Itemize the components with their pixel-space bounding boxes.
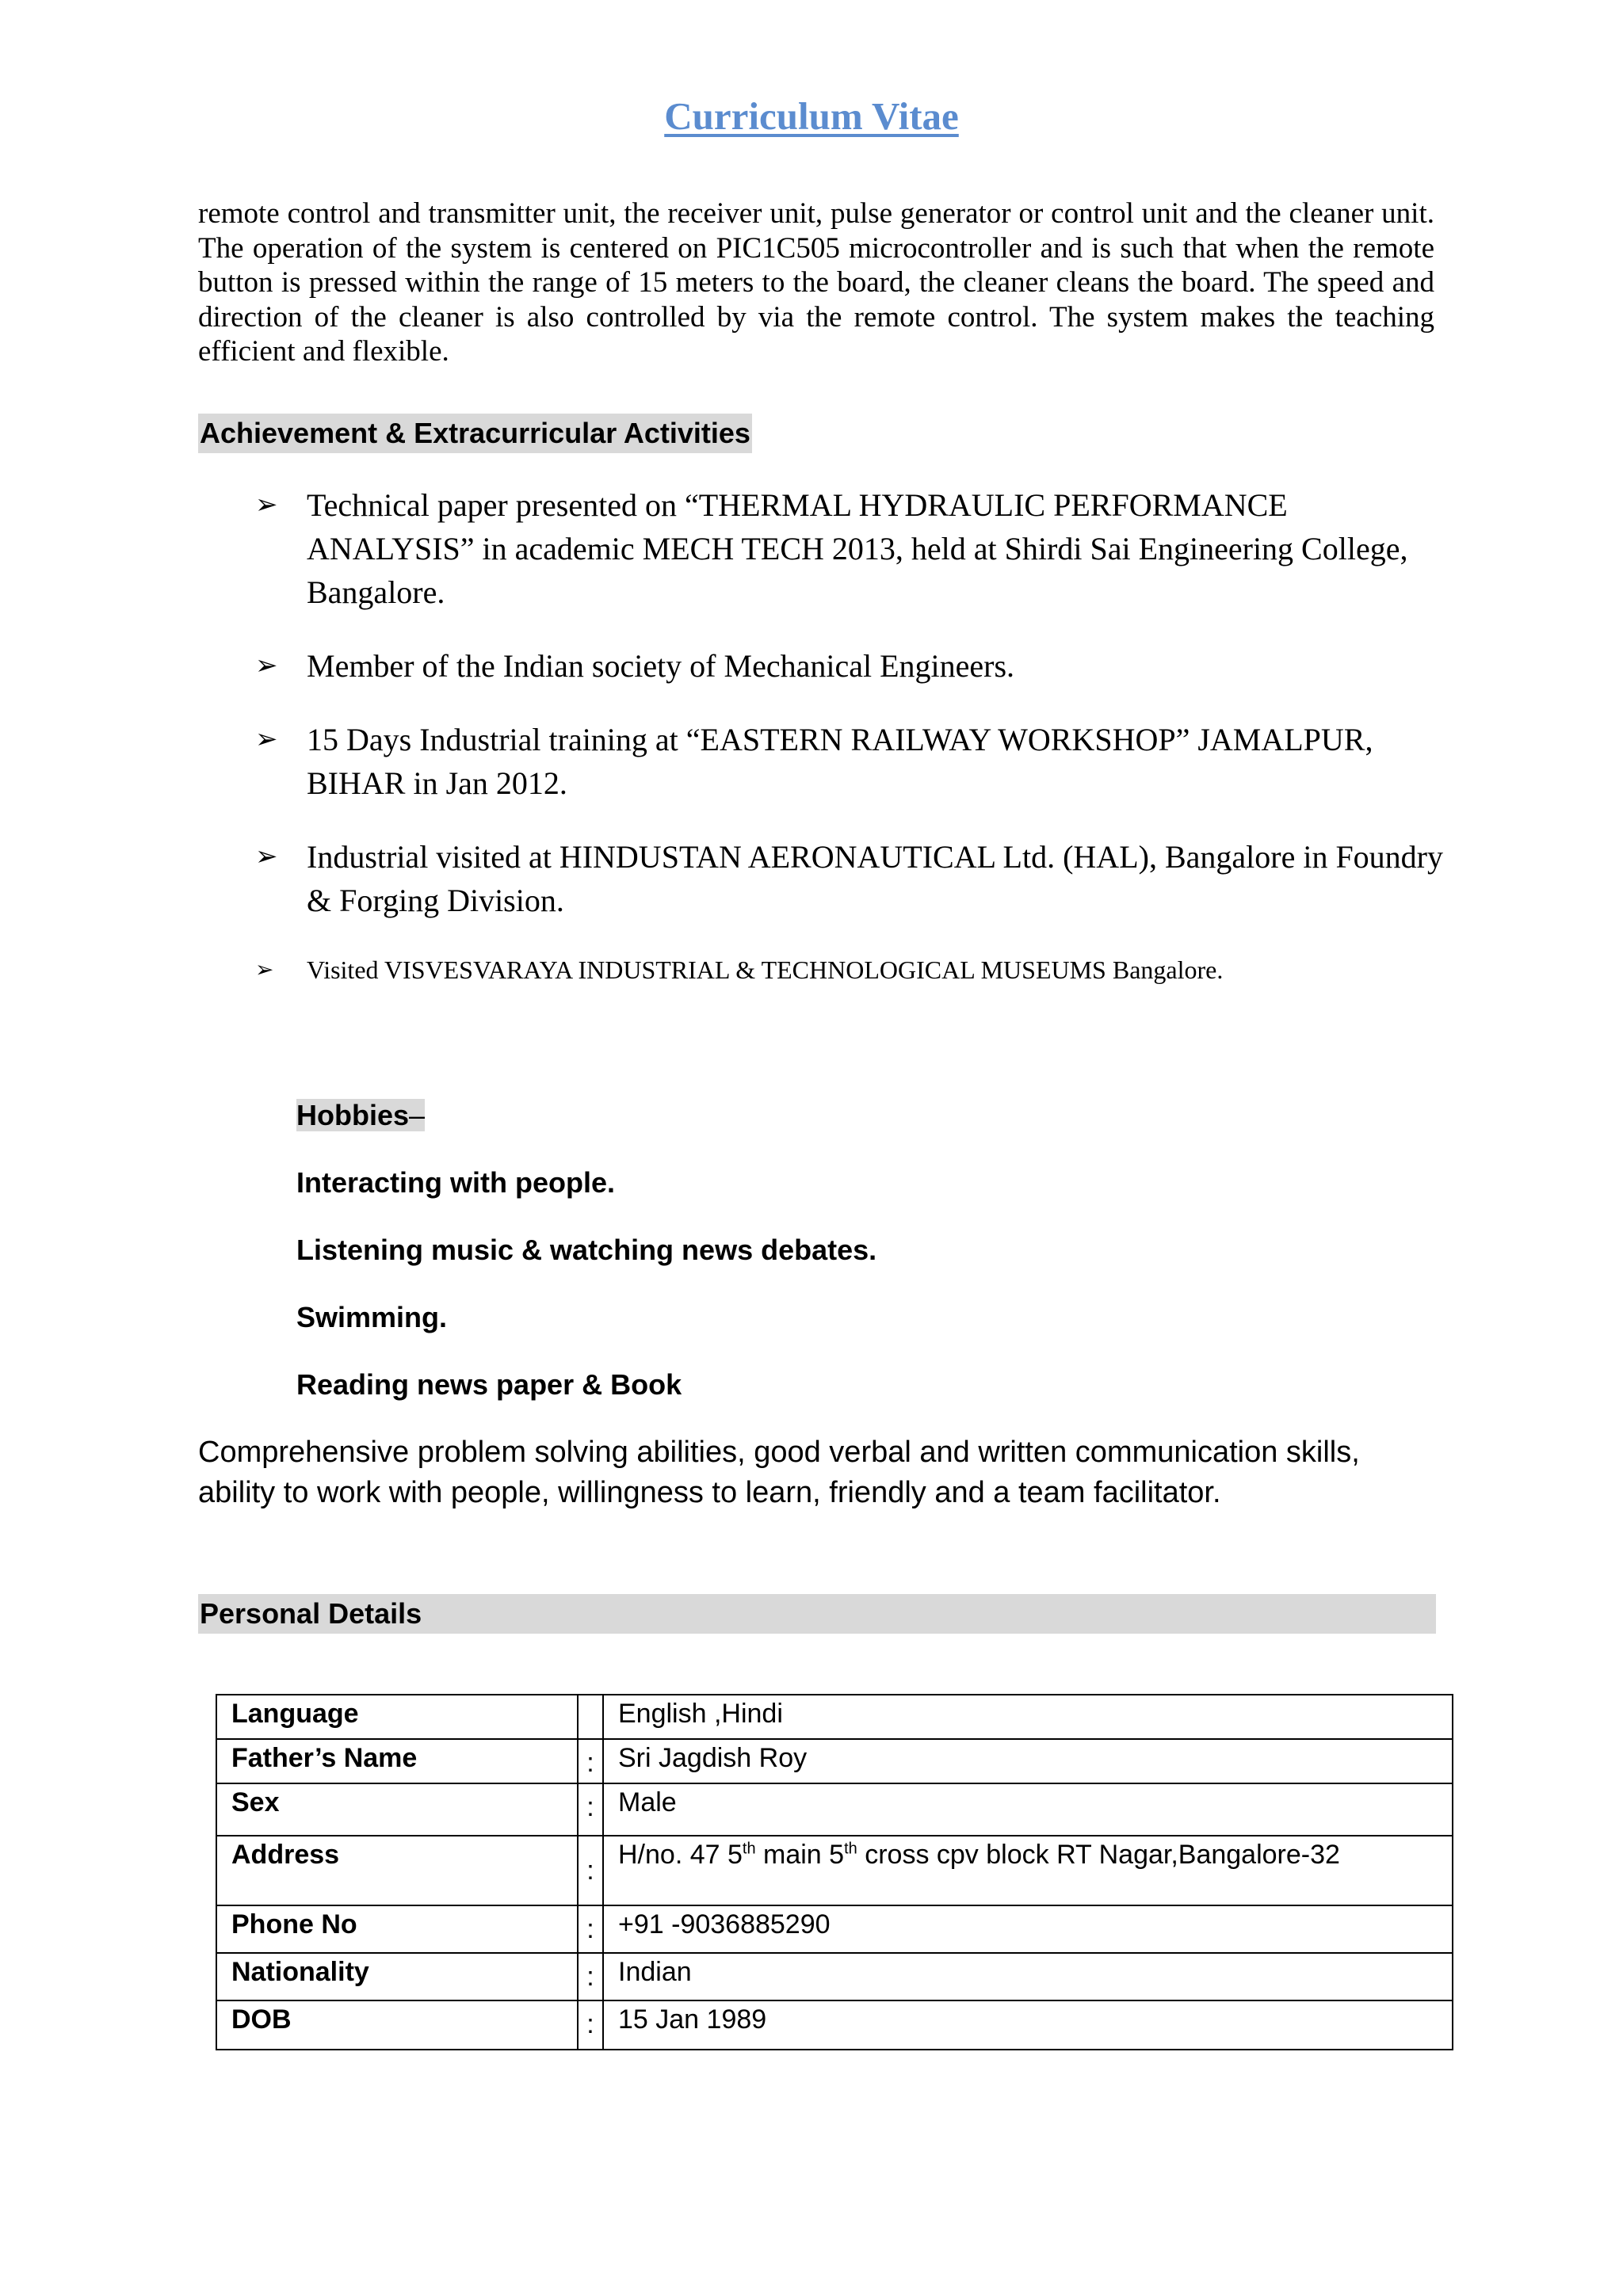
table-row <box>216 1953 1453 2000</box>
personal-details-table <box>216 1694 1453 2050</box>
achievement-text: Visited VISVESVARAYA INDUSTRIAL & TECHNOLOGICAL MUSEUMS Bangalore. <box>307 955 1224 984</box>
achievement-text: Industrial visited at HINDUSTAN AERONAUTICAL Ltd. (HAL), Bangalore in Foundry & Forging Division. <box>307 839 1444 918</box>
achievement-text: Technical paper presented on “THERMAL HYDRAULIC PERFORMANCE ANALYSIS” in academic MECH TECH 2013, held at Shirdi Sai Engineering College, Bangalore. <box>307 487 1408 610</box>
table-row <box>216 2000 1453 2050</box>
detail-label: Sex <box>216 1783 578 1836</box>
detail-colon: : <box>578 1836 603 1905</box>
project-description: remote control and transmitter unit, the receiver unit, pulse generator or control unit and the cleaner unit. The operation of the system is centered on PIC1C505 microcontroller and is such that when the remote button is pressed within the range of 15 meters to the board, the cleaner cleans the board. The speed and direction of the cleaner is also controlled by via the remote control. The system makes the teaching efficient and flexible. <box>198 197 1434 368</box>
detail-value: +91 -9036885290 <box>603 1905 1453 1953</box>
ordinal-suffix: th <box>742 1840 756 1858</box>
arrow-bullet-icon: ➢ <box>255 725 278 754</box>
detail-colon: : <box>578 1739 603 1783</box>
detail-colon: : <box>578 1953 603 2000</box>
detail-colon: : <box>578 1783 603 1836</box>
hobby-item: Listening music & watching news debates. <box>296 1234 877 1266</box>
hobbies-heading-label: Hobbies <box>296 1099 410 1131</box>
detail-label: DOB <box>216 2000 578 2050</box>
achievements-heading: Achievement & Extracurricular Activities <box>198 414 752 453</box>
detail-value: 15 Jan 1989 <box>603 2000 1453 2050</box>
table-row <box>216 1905 1453 1953</box>
detail-value: Indian <box>603 1953 1453 2000</box>
hobby-item: Reading news paper & Book <box>296 1368 682 1401</box>
list-item <box>255 835 1444 922</box>
hobby-item: Swimming. <box>296 1301 448 1333</box>
list-item <box>255 644 1444 688</box>
detail-value: Sri Jagdish Roy <box>603 1739 1453 1783</box>
table-row <box>216 1695 1453 1739</box>
list-item <box>255 483 1444 614</box>
achievement-text: Member of the Indian society of Mechanical Engineers. <box>307 648 1015 684</box>
list-item <box>255 718 1444 805</box>
table-row <box>216 1739 1453 1783</box>
arrow-bullet-icon: ➢ <box>255 958 274 982</box>
ordinal-suffix: th <box>844 1840 857 1858</box>
arrow-bullet-icon: ➢ <box>255 490 278 520</box>
achievement-text: 15 Days Industrial training at “EASTERN RAILWAY WORKSHOP” JAMALPUR, BIHAR in Jan 2012. <box>307 722 1373 801</box>
table-row <box>216 1836 1453 1905</box>
address-part: main 5 <box>755 1840 845 1870</box>
arrow-bullet-icon: ➢ <box>255 651 278 681</box>
detail-value: Male <box>603 1783 1453 1836</box>
achievements-list <box>255 483 1444 988</box>
detail-label: Father’s Name <box>216 1739 578 1783</box>
personal-details-heading: Personal Details <box>198 1594 1436 1634</box>
detail-colon: : <box>578 1905 603 1953</box>
hobbies-heading-dash: – <box>409 1099 426 1131</box>
detail-colon: : <box>578 2000 603 2050</box>
detail-label: Nationality <box>216 1953 578 2000</box>
detail-label: Language <box>216 1695 578 1739</box>
page-title: Curriculum Vitae <box>664 94 959 138</box>
hobby-item: Interacting with people. <box>296 1166 616 1199</box>
detail-label: Phone No <box>216 1905 578 1953</box>
address-part: cross cpv block RT Nagar,Bangalore-32 <box>857 1840 1340 1870</box>
table-row <box>216 1783 1453 1836</box>
list-item <box>255 952 1444 988</box>
detail-colon <box>578 1695 603 1739</box>
detail-label: Address <box>216 1836 578 1905</box>
skills-summary: Comprehensive problem solving abilities, good verbal and written communication skills, ability to work with people, willingness to learn, friendly and a team facilitator. <box>198 1436 1360 1509</box>
arrow-bullet-icon: ➢ <box>255 842 278 871</box>
detail-value <box>603 1836 1453 1905</box>
address-part: H/no. 47 5 <box>618 1840 743 1870</box>
detail-value: English ,Hindi <box>603 1695 1453 1739</box>
hobbies-heading <box>296 1096 425 1135</box>
